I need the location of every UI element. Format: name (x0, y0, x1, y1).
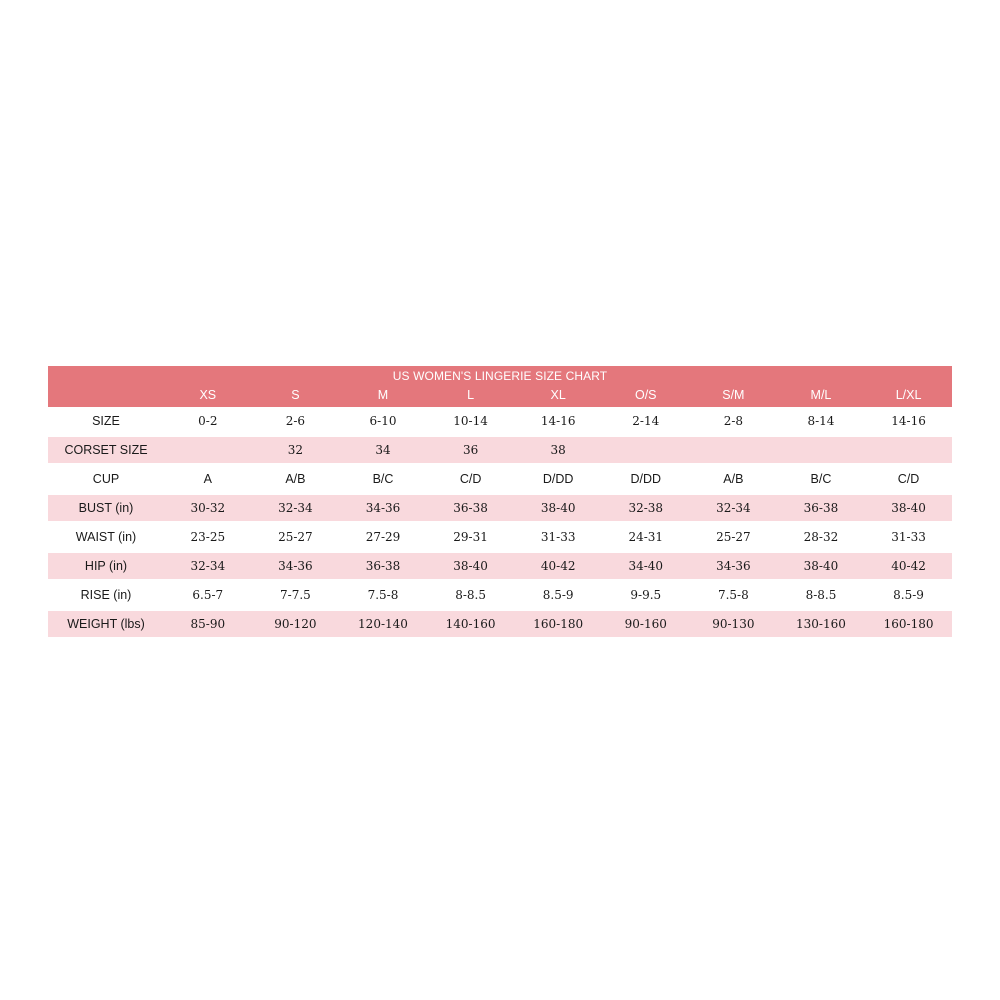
table-cell: 32 (287, 443, 304, 457)
table-cell: 25-27 (716, 530, 751, 544)
table-cell: 36 (462, 443, 479, 457)
table-cell: 140-160 (445, 617, 496, 631)
row-label: HIP (in) (84, 559, 128, 573)
row-label: WEIGHT (lbs) (67, 617, 145, 631)
table-cell: 8-14 (807, 414, 835, 428)
column-header: M (377, 388, 389, 402)
table-cell: 9-9.5 (630, 588, 662, 602)
table-body (48, 408, 952, 637)
table-cell: 8-8.5 (455, 588, 486, 602)
column-header: S (291, 388, 300, 402)
table-cell: 14-16 (891, 414, 926, 428)
table-cell: 2-8 (723, 414, 744, 428)
table-cell: 7.5-8 (717, 588, 749, 602)
table-cell: 38-40 (891, 501, 926, 515)
table-cell: 160-180 (883, 617, 934, 631)
table-cell: 38-40 (453, 559, 488, 573)
row-label: CUP (92, 472, 120, 486)
table-cell: B/C (372, 472, 394, 486)
size-chart-table (48, 366, 952, 637)
table-cell: 130-160 (796, 617, 846, 631)
table-row (48, 524, 952, 550)
table-header (48, 366, 952, 407)
table-row (48, 611, 952, 637)
table-row (48, 437, 952, 463)
row-label: RISE (in) (80, 588, 132, 602)
table-cell: 24-31 (628, 530, 664, 544)
table-cell: 34-36 (365, 501, 401, 515)
table-cell: 120-140 (358, 617, 408, 631)
table-cell: 38-40 (540, 501, 576, 515)
table-row (48, 408, 952, 434)
table-cell: 40-42 (540, 559, 576, 573)
table-cell: 25-27 (278, 530, 313, 544)
table-cell: 10-14 (453, 414, 488, 428)
table-cell: 14-16 (540, 414, 576, 428)
table-cell: 160-180 (533, 617, 584, 631)
column-header-empty (48, 388, 164, 402)
table-cell: 36-38 (365, 559, 401, 573)
table-cell: 8.5-9 (893, 588, 924, 602)
column-header: L/XL (895, 388, 922, 402)
column-header: XS (199, 388, 217, 402)
table-cell: 90-120 (274, 617, 317, 631)
table-cell: B/C (810, 472, 832, 486)
column-header: S/M (722, 388, 745, 402)
table-cell: 7-7.5 (280, 588, 311, 602)
table-cell: 31-33 (540, 530, 576, 544)
table-cell: 34-36 (716, 559, 751, 573)
table-cell: 0-2 (198, 414, 218, 428)
table-cell: 8.5-9 (542, 588, 574, 602)
table-cell: A/B (723, 472, 744, 486)
row-label: BUST (in) (78, 501, 134, 515)
table-cell: 32-34 (278, 501, 313, 515)
table-cell: A/B (285, 472, 306, 486)
table-cell: C/D (459, 472, 482, 486)
column-header-row (48, 388, 952, 402)
table-row (48, 582, 952, 608)
table-cell: 27-29 (365, 530, 401, 544)
table-cell: 36-38 (453, 501, 488, 515)
table-cell: 34 (375, 443, 391, 457)
table-cell: 2-6 (285, 414, 306, 428)
table-cell: 32-38 (628, 501, 664, 515)
row-label: WAIST (in) (75, 530, 137, 544)
table-cell: 30-32 (190, 501, 226, 515)
row-label: CORSET SIZE (64, 443, 148, 457)
table-cell: A (203, 472, 212, 486)
table-cell: C/D (897, 472, 920, 486)
table-cell: 38-40 (803, 559, 839, 573)
column-header: O/S (634, 388, 657, 402)
table-cell: 34-40 (628, 559, 664, 573)
table-cell: 6-10 (369, 414, 397, 428)
table-row (48, 466, 952, 492)
table-cell: D/DD (542, 472, 574, 486)
table-cell: 28-32 (803, 530, 839, 544)
table-cell: 23-25 (190, 530, 226, 544)
table-cell: 85-90 (190, 617, 226, 631)
table-cell: 90-130 (712, 617, 755, 631)
table-cell: D/DD (630, 472, 662, 486)
table-cell: 36-38 (803, 501, 839, 515)
table-title: US WOMEN'S LINGERIE SIZE CHART (392, 369, 608, 383)
table-cell: 32-34 (716, 501, 751, 515)
row-label: SIZE (92, 414, 120, 428)
table-row (48, 495, 952, 521)
table-row (48, 553, 952, 579)
table-cell: 31-33 (891, 530, 926, 544)
table-cell: 32-34 (190, 559, 226, 573)
table-cell: 38 (550, 443, 566, 457)
table-cell: 34-36 (278, 559, 313, 573)
column-header: XL (550, 388, 566, 402)
table-cell: 90-160 (624, 617, 667, 631)
column-header: L (467, 388, 475, 402)
table-cell: 8-8.5 (805, 588, 837, 602)
table-cell: 2-14 (632, 414, 660, 428)
table-cell: 40-42 (891, 559, 926, 573)
column-header: M/L (810, 388, 832, 402)
table-cell: 7.5-8 (367, 588, 399, 602)
table-cell: 6.5-7 (192, 588, 224, 602)
table-cell: 29-31 (453, 530, 488, 544)
